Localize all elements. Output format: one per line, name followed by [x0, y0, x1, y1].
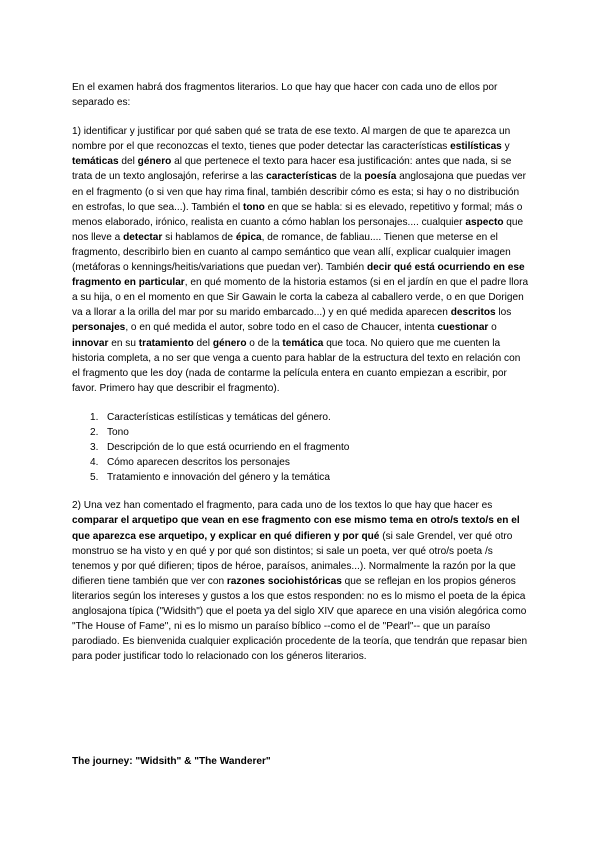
text-run: 2) Una vez han comentado el fragmento, para cada uno de los textos lo que hay que hacer es — [72, 500, 493, 512]
list-number: 1. — [90, 411, 99, 423]
text-run: de la — [336, 171, 365, 183]
bold-run: razones sociohistóricas — [226, 575, 342, 587]
intro-paragraph: En el examen habrá dos fragmentos literarios. Lo que hay que hacer con cada uno de ellos por separado es: — [72, 82, 498, 109]
list-number: 3. — [90, 442, 99, 454]
list-text: Tratamiento e innovación del género y la temática — [107, 472, 330, 484]
list-number: 4. — [90, 457, 99, 469]
text-run: anglosajona que puedas ver en el fragmento (o si ven que hay rima final, también describir cómo es esta; si hay o no distribución en estrofas, lo que sea...). También el — [72, 171, 526, 213]
list-number: 5. — [90, 472, 99, 484]
section-heading: The journey: "Widsith" & "The Wanderer" — [72, 756, 271, 767]
text-run: que toca. No quiero que me cuenten la historia completa, a no ser que venga a cuento para hablar de la estructura del texto en relación con el fragmento que les doy (nada de contarme la película entera en cuanto empiezan a escribir, por favor. Primero hay que describir el fragmento). — [72, 337, 521, 394]
bold-run: poesía — [364, 171, 397, 183]
text-run: en su — [108, 337, 139, 349]
list-text: Descripción de lo que está ocurriendo en el fragmento — [107, 442, 350, 454]
bold-run: género — [137, 156, 172, 168]
bold-run: características — [266, 171, 337, 183]
text-run: los — [495, 307, 512, 319]
text-run: del — [193, 337, 213, 349]
bold-run: tono — [242, 201, 265, 213]
bold-run: cuestionar — [437, 322, 489, 334]
bold-run: innovar — [72, 337, 109, 349]
text-run: del — [118, 156, 138, 168]
list-item — [72, 425, 530, 440]
bold-run: detectar — [123, 231, 163, 243]
text-run: al que pertenece el texto para hacer esa justificación: antes que nada, si se trata de un texto anglosajón, referirse a las — [72, 156, 512, 183]
bold-run: descritos — [450, 307, 496, 319]
list-item — [72, 455, 530, 470]
bold-run: temática — [282, 337, 324, 349]
bold-run: comparar el arquetipo que vean en ese fragmento con ese mismo tema en otro/s texto/s en el que aparezca ese arquetipo, y explicar en qué difieren y por qué — [72, 515, 520, 542]
text-run: si hablamos de — [162, 231, 236, 243]
list-item — [72, 410, 530, 425]
text-run: 1) identificar y justificar por qué saben qué se trata de ese texto. Al margen de que te aparezca un nombre por el que reconozcas el texto, tienes que poder detectar las características — [72, 126, 511, 153]
list-text: Características estilísticas y temáticas del género. — [107, 411, 331, 423]
text-run: y — [501, 141, 510, 153]
bold-run: épica — [235, 231, 262, 243]
text-run: , de romance, de fabliau.... Tienen que meterse en el fragmento, describirlo bien en cuanto al campo semántico que vean allí, explicar cualquier imagen (metáforas o kennings/heitis/variations que puedan ver). También — [72, 231, 511, 274]
bold-run: decir qué está ocurriendo en ese fragmento en particular — [72, 262, 525, 289]
bold-run: aspecto — [465, 216, 504, 228]
document-body — [72, 80, 530, 664]
list-number: 2. — [90, 426, 99, 438]
list-item — [72, 440, 530, 455]
bold-run: tratamiento — [138, 337, 194, 349]
text-run: o — [488, 322, 497, 334]
list-text: Tono — [107, 426, 129, 438]
bold-run: temáticas — [72, 156, 119, 168]
text-run: que se reflejan en los propios géneros literarios según los intereses y gustos a los que estos responden: no es lo mismo el poeta de la épica anglosajona típica ("Widsith") que el poeta ya del siglo XIV que aparece en una visión alegórica como "The House of Fame", ni es lo mismo un paraíso bíblico --como el de "Pearl"-- que un paraíso parodiado. Es bienvenida cualquier explicación procedente de la teoría, que tendrán que repasar bien para poder justificar todo lo relacionado con los géneros literarios. — [72, 575, 528, 663]
text-run: , o en qué medida el autor, sobre todo en el caso de Chaucer, intenta — [125, 322, 438, 334]
paragraph-2 — [72, 498, 530, 664]
text-run: (si sale Grendel, ver qué otro monstruo se ha visto y en qué y por qué son distintos; si sale un poeta, ver qué otro/s poeta /s tenemos y por qué difieren; tipos de héroe, paraísos, animales...). Normalmente la razón por la que difieren tiene también que ver con — [72, 530, 516, 587]
text-run: en que se habla: si es elevado, repetitivo y formal; más o menos elaborado, irónico, realista en cuanto a cómo hablan los personajes.... cualquier — [72, 201, 523, 228]
bold-run: personajes — [72, 322, 126, 334]
text-run: , en qué momento de la historia estamos (si en el jardín en que el padre llora a su hija, o en el momento en que Sir Gawain le corta la cabeza al caballero verde, o en que Dorigen va a llorar a la orilla del mar por su marido embarcado...) y en qué medida aparecen — [72, 277, 529, 319]
summary-list — [72, 410, 530, 485]
text-run: que nos lleve a — [72, 216, 524, 243]
bold-run: género — [212, 337, 247, 349]
bold-run: estilísticas — [450, 141, 502, 153]
paragraph-1 — [72, 124, 530, 396]
list-text: Cómo aparecen descritos los personajes — [107, 457, 290, 469]
text-run: o de la — [246, 337, 283, 349]
list-item — [72, 470, 530, 485]
